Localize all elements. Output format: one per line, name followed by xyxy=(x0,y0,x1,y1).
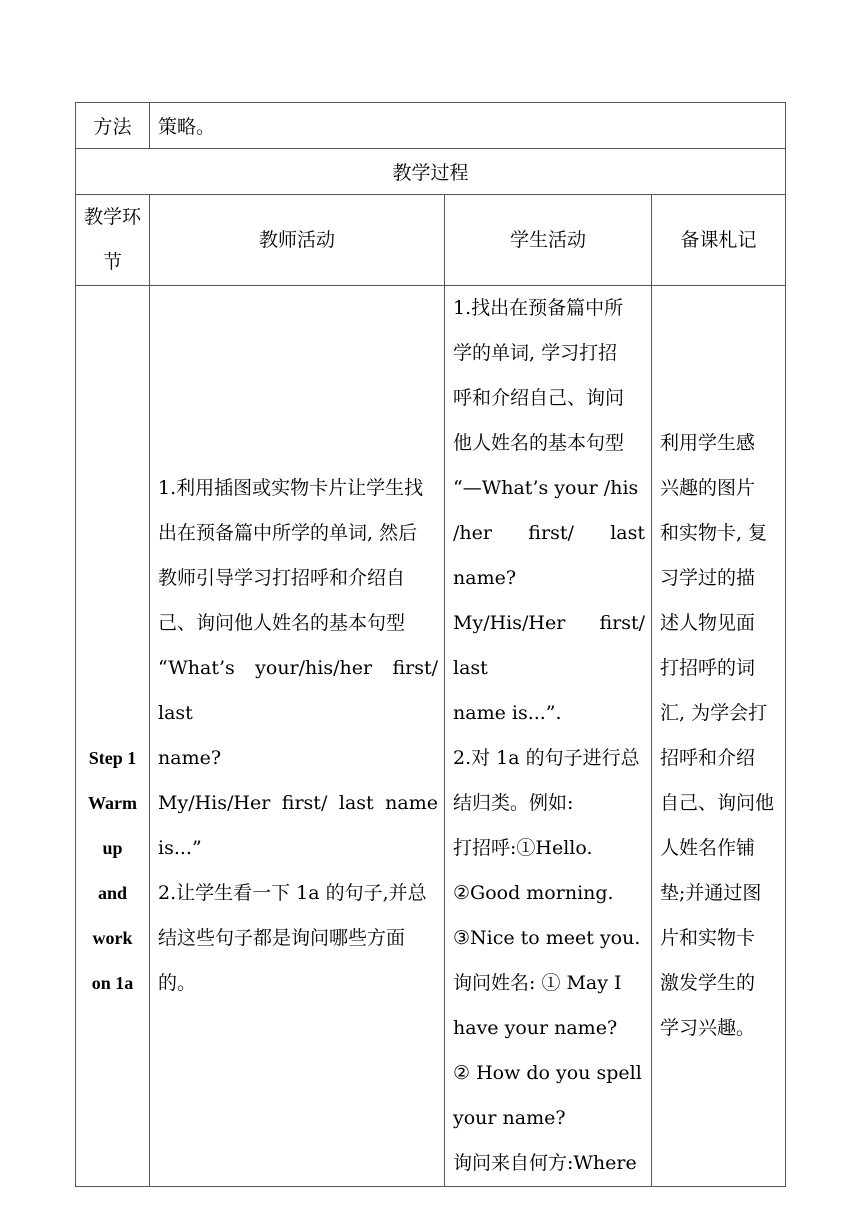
notes-line: 人姓名作铺 xyxy=(660,837,756,859)
notes-line: 激发学生的 xyxy=(660,972,756,994)
header-teacher xyxy=(150,195,445,286)
step1-notes-cell xyxy=(652,286,786,1187)
notes-line: 打招呼的词 xyxy=(660,657,756,679)
student-activity-line: “—What’s your /his xyxy=(453,477,639,499)
student-activity-line: 学的单词, 学习打招 xyxy=(453,342,618,364)
header-step-line-2: 节 xyxy=(102,251,122,273)
notes-line: 述人物见面 xyxy=(660,612,756,634)
header-step-line-1: 教学环 xyxy=(83,206,141,228)
notes-line: 垫;并通过图 xyxy=(660,882,762,904)
step1-label-cell xyxy=(76,286,150,1187)
student-activity-line: 呼和介绍自己、询问 xyxy=(453,387,625,409)
step1-teacher-cell xyxy=(150,286,445,1187)
step1-label-line: work xyxy=(92,928,133,948)
method-value: 策略。 xyxy=(150,103,786,149)
header-student xyxy=(445,195,652,286)
step1-label-line: Warm xyxy=(88,793,137,813)
header-student-label: 学生活动 xyxy=(509,228,586,251)
student-activity-line: name is...”. xyxy=(453,702,562,724)
student-activity-line: 他人姓名的基本句型 xyxy=(453,432,625,454)
method-label: 方法 xyxy=(76,103,150,149)
student-activity-line: have your name? xyxy=(453,1017,618,1039)
header-step xyxy=(76,195,150,286)
step1-row xyxy=(76,286,786,1187)
notes-line: 自己、询问他 xyxy=(660,792,775,814)
notes-line: 利用学生感 xyxy=(660,432,756,454)
step1-notes xyxy=(652,421,785,1051)
header-notes-label: 备课札记 xyxy=(680,228,757,251)
method-row xyxy=(76,103,786,149)
student-activity-line: ③Nice to meet you. xyxy=(453,927,641,949)
student-activity-line: 打招呼:①Hello. xyxy=(453,837,593,859)
student-activity-line: /her first/ last name? xyxy=(453,522,645,589)
notes-line: 习学过的描 xyxy=(660,567,756,589)
notes-line: 和实物卡, 复 xyxy=(660,522,768,544)
teacher-activity-line: 2.让学生看一下 1a 的句子,并总 xyxy=(158,882,427,904)
teacher-activity-line: 的。 xyxy=(158,972,197,994)
step1-label-line: on 1a xyxy=(91,973,134,993)
student-activity-line: 询问来自何方:Where xyxy=(453,1152,637,1174)
step1-student-cell xyxy=(445,286,652,1187)
notes-line: 片和实物卡 xyxy=(660,927,756,949)
notes-line: 学习兴趣。 xyxy=(660,1017,756,1039)
teacher-activity-line: 出在预备篇中所学的单词, 然后 xyxy=(158,522,418,544)
teacher-activity-line: “What’s your/his/her first/ last xyxy=(158,657,438,724)
step1-teacher-activity xyxy=(150,466,444,1006)
header-notes xyxy=(652,195,786,286)
student-activity-line: 结归类。例如: xyxy=(453,792,574,814)
notes-line: 汇, 为学会打 xyxy=(660,702,768,724)
teacher-activity-line: 教师引导学习打招呼和介绍自 xyxy=(158,567,406,589)
notes-line: 招呼和介绍 xyxy=(660,747,756,769)
student-activity-line: ② How do you spell xyxy=(453,1062,642,1084)
step1-label xyxy=(76,466,149,1006)
process-title-row xyxy=(76,149,786,195)
teacher-activity-line: My/His/Her first/ last name is...” xyxy=(158,792,438,859)
step1-label-line: up xyxy=(102,838,123,858)
header-teacher-label: 教师活动 xyxy=(258,228,335,251)
student-activity-line: My/His/Her first/ last xyxy=(453,612,645,679)
step1-label-line: and xyxy=(97,883,128,903)
student-activity-line: ②Good morning. xyxy=(453,882,614,904)
notes-line: 兴趣的图片 xyxy=(660,477,756,499)
student-activity-line: 询问姓名: ① May I xyxy=(453,972,622,994)
teacher-activity-line: 1.利用插图或实物卡片让学生找 xyxy=(158,477,424,499)
step1-student-activity xyxy=(445,286,651,1186)
student-activity-line: 2.对 1a 的句子进行总 xyxy=(453,747,640,769)
lesson-plan-table xyxy=(75,102,786,1187)
teacher-activity-line: 己、询问他人姓名的基本句型 xyxy=(158,612,406,634)
step1-label-line: Step 1 xyxy=(88,748,137,768)
teacher-activity-line: 结这些句子都是询问哪些方面 xyxy=(158,927,406,949)
teacher-activity-line: name? xyxy=(158,747,222,769)
process-title: 教学过程 xyxy=(76,149,786,195)
header-row xyxy=(76,195,786,286)
student-activity-line: 1.找出在预备篇中所 xyxy=(453,297,624,319)
student-activity-line: your name? xyxy=(453,1107,566,1129)
